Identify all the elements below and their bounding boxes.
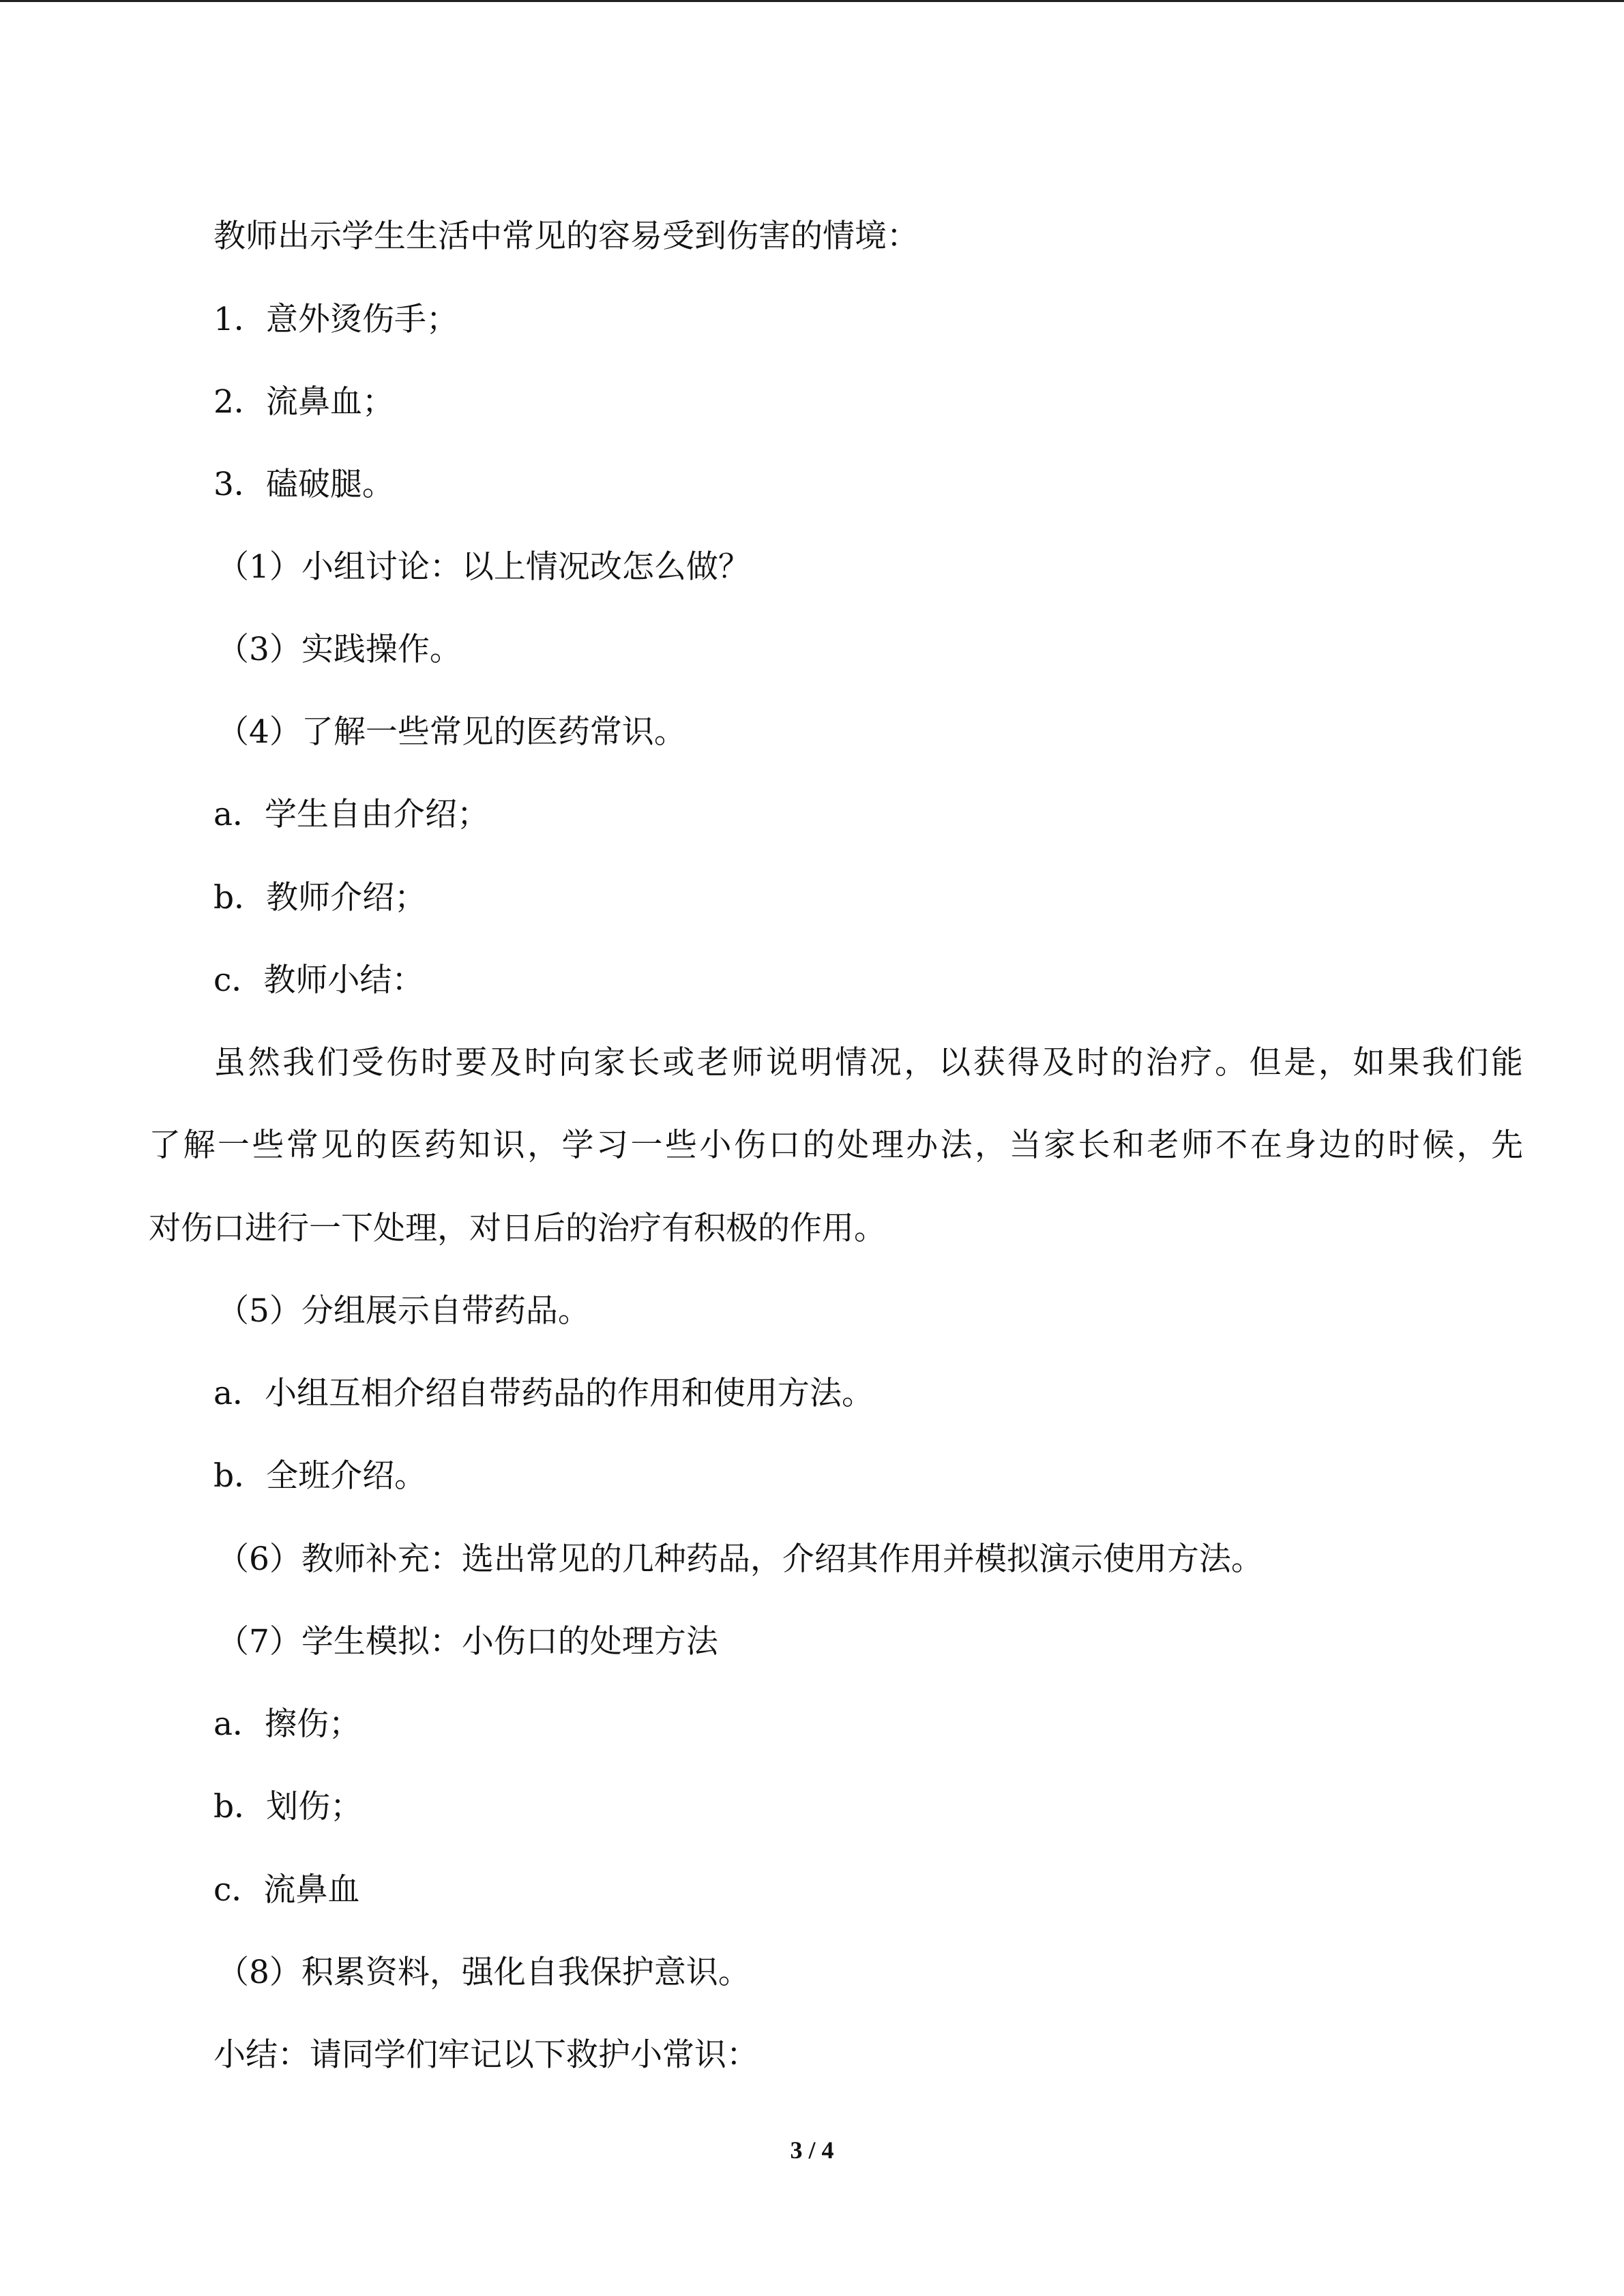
list-item: （3）实践操作。: [217, 631, 462, 668]
text-line: 教师出示学生生活中常见的容易受到伤害的情境：: [213, 218, 919, 255]
list-item: 3．磕破腿。: [213, 466, 394, 503]
top-border-line: [0, 0, 1624, 2]
list-item: a．学生自由介绍；: [213, 796, 490, 833]
text-line: 小结：请同学们牢记以下救护小常识：: [213, 2036, 758, 2074]
list-item: （1）小组讨论：以上情况改怎么做？: [217, 548, 750, 586]
list-item: 2．流鼻血；: [213, 383, 394, 421]
list-item: b．全班介绍。: [213, 1457, 427, 1495]
list-item: c．流鼻血: [213, 1871, 360, 1909]
page-number: 3 / 4: [790, 2136, 834, 2164]
list-item: a．小组互相介绍自带药品的作用和使用方法。: [213, 1375, 874, 1412]
list-item: c．教师小结：: [213, 961, 424, 999]
list-item: （4）了解一些常见的医药常识。: [217, 713, 686, 751]
list-item: b．划伤；: [213, 1788, 363, 1825]
list-item: （5）分组展示自带药品。: [217, 1292, 590, 1330]
paragraph-line: 虽然我们受伤时要及时向家长或老师说明情况，以获得及时的治疗。但是，如果我们能: [213, 1044, 1523, 1082]
list-item: （8）积累资料，强化自我保护意识。: [217, 1954, 750, 1991]
list-item: b．教师介绍；: [213, 879, 427, 916]
list-item: （7）学生模拟：小伤口的处理方法: [217, 1623, 718, 1660]
paragraph-line: 对伤口进行一下处理，对日后的治疗有积极的作用。: [149, 1210, 886, 1247]
list-item: a．擦伤；: [213, 1705, 361, 1743]
list-item: （6）教师补充：选出常见的几种药品，介绍其作用并模拟演示使用方法。: [217, 1540, 1263, 1578]
paragraph-line: 了解一些常见的医药知识，学习一些小伤口的处理办法，当家长和老师不在身边的时候，先: [149, 1127, 1523, 1164]
list-item: 1．意外烫伤手；: [213, 301, 458, 338]
